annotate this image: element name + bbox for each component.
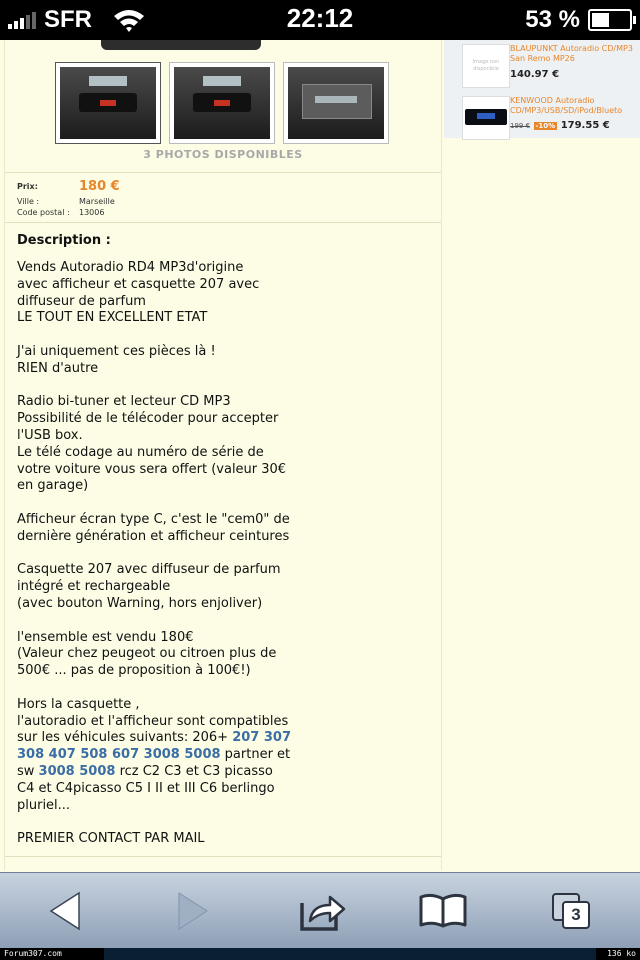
postal-code-label: Code postal :: [17, 208, 70, 217]
photo-thumbnail-2[interactable]: [169, 62, 275, 144]
divider: [5, 856, 441, 857]
product-ad[interactable]: [462, 96, 632, 140]
old-price: 199 €: [510, 122, 531, 130]
footer-page-size: 136 ko: [596, 948, 640, 960]
description-paragraph: PREMIER CONTACT PAR MAIL: [17, 831, 205, 847]
open-book-icon: [418, 893, 468, 929]
photos-count-caption[interactable]: 3 PHOTOS DISPONIBLES: [143, 148, 303, 161]
main-photo-bottom-edge: [101, 40, 261, 50]
product-price: 179.55 €: [560, 120, 610, 131]
description-paragraph: Casquette 207 avec diffuseur de parfum intégré et rechargeable (avec bouton Warning, hors enjoliver): [17, 562, 281, 611]
description-body: [17, 260, 437, 865]
forward-button[interactable]: [168, 889, 218, 933]
listing-panel: [4, 40, 442, 870]
description-paragraph: Vends Autoradio RD4 MP3d'origine avec afficheur et casquette 207 avec diffuseur de parfum LE TOUT EN EXCELLENT ETAT: [17, 260, 260, 326]
product-image: [462, 96, 510, 140]
description-paragraph: l'ensemble est vendu 180€ (Valeur chez peugeot ou citroen plus de 500€ ... pas de proposition à 100€!): [17, 629, 277, 679]
back-arrow-icon: [47, 891, 83, 931]
divider: [5, 172, 441, 173]
back-button[interactable]: [40, 889, 90, 933]
divider: [5, 222, 441, 223]
model-link[interactable]: 207 307: [232, 730, 292, 746]
postal-code-value: 13006: [79, 208, 105, 217]
description-paragraph: Hors la casquette , l'autoradio et l'afficheur sont compatibles sur les véhicules suivants: 206+ 207 307 308 407 508 607 3008 5008 partner et sw 3008 5008 rcz C2 C3 et C3 picasso C4 et C4picasso C5 I II et III C6 berlingo pluriel...: [17, 696, 292, 813]
price-value: 180 €: [79, 179, 120, 194]
city-label: Ville :: [17, 197, 40, 206]
tabs-button[interactable]: [548, 889, 598, 933]
browser-toolbar: [0, 872, 640, 949]
description-paragraph: Afficheur écran type C, c'est le "cem0" de dernière génération et afficheur ceintures: [17, 511, 290, 544]
battery-percent: 53 %: [525, 6, 580, 33]
product-ad[interactable]: [462, 44, 632, 88]
bookmarks-button[interactable]: [418, 889, 468, 933]
price-label: Prix:: [17, 182, 38, 191]
clock: 22:12: [286, 3, 354, 33]
tab-count-badge: 3: [562, 901, 590, 929]
model-link[interactable]: 308 407 508 607 3008 5008: [17, 747, 221, 763]
description-paragraph: Radio bi-tuner et lecteur CD MP3 Possibilité de le télécoder pour accepter l'USB box. Le télé codage au numéro de série de votre voiture vous sera offert (valeur 30€ en garage): [17, 394, 287, 494]
photo-thumbnail-1[interactable]: [55, 62, 161, 144]
description-title: Description :: [17, 233, 111, 248]
forward-arrow-icon: [175, 891, 211, 931]
product-price-group: [510, 120, 610, 131]
product-price: 140.97 €: [510, 69, 560, 80]
share-icon: [298, 891, 348, 931]
side-product-ads: [444, 40, 640, 138]
status-right: [525, 4, 632, 36]
status-bar: [0, 0, 640, 40]
product-title[interactable]: KENWOOD Autoradio CD/MP3/USB/SD/iPod/Blueto: [510, 96, 623, 115]
car-radio-icon: [465, 109, 507, 125]
footer-bar: [0, 948, 640, 960]
photo-thumbnail-3[interactable]: [283, 62, 389, 144]
model-link[interactable]: 3008 5008: [38, 763, 116, 779]
photo-thumbnails: [55, 62, 389, 144]
city-value: Marseille: [79, 197, 115, 206]
discount-badge: -10%: [535, 122, 556, 130]
share-button[interactable]: [298, 889, 348, 933]
battery-icon: [588, 9, 632, 31]
product-title[interactable]: BLAUPUNKT Autoradio CD/MP3 San Remo MP26: [510, 44, 633, 63]
carrier-name: SFR: [44, 6, 92, 33]
description-paragraph: J'ai uniquement ces pièces là ! RIEN d'autre: [17, 343, 216, 376]
product-image-placeholder: Image non disponible: [462, 44, 510, 88]
footer-site-name: Forum307.com: [0, 948, 104, 960]
